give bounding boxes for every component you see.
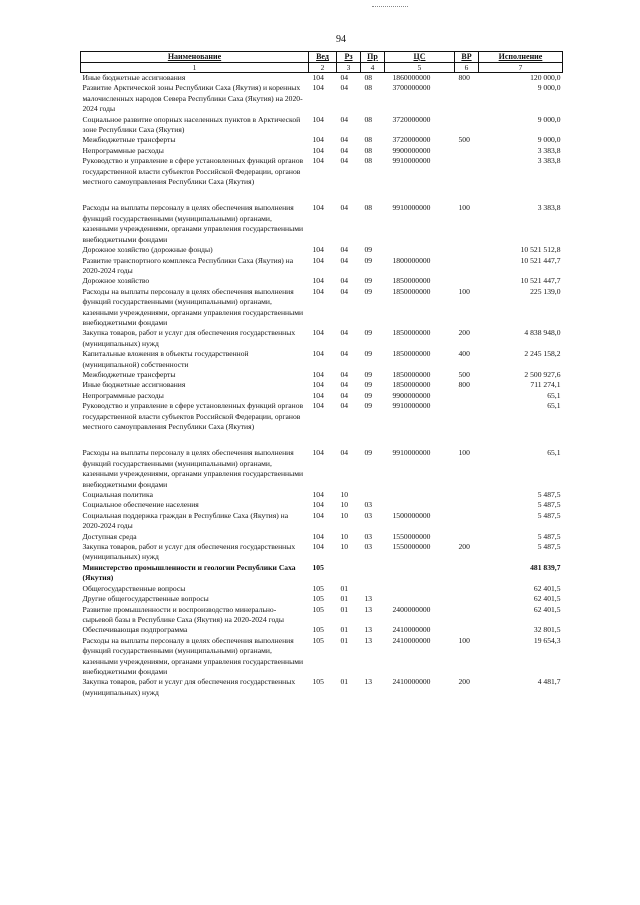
- row-ved: 104: [312, 156, 324, 166]
- row-ved: 104: [312, 390, 324, 400]
- row-name: Социальная поддержка граждан в Республике Саха (Якутия) на 2020-2024 годы: [82, 510, 289, 531]
- row-name: Межбюджетные трансферты: [82, 135, 176, 145]
- header-vr: ВР: [455, 52, 479, 63]
- row-sum: 32 801,5: [533, 625, 561, 635]
- row-sum: 62 401,5: [533, 583, 561, 593]
- row-sum: 5 487,5: [537, 542, 561, 552]
- row-name: Расходы на выплаты персоналу в целях обеспечения выполнения функций государственными (муниципальными) органами, казенными учреждениями, органами управления государственными внебюджетными фондами: [82, 286, 304, 327]
- table-row: [81, 380, 563, 390]
- row-cs: 1850000000: [392, 328, 431, 338]
- row-cs: 1800000000: [392, 255, 431, 265]
- row-name: Руководство и управление в сфере установленных функций органов государственной власти субъектов Российской Федерации, органов местного самоуправления Республики Саха (Якутия): [82, 401, 304, 431]
- row-vr: 800: [458, 73, 470, 82]
- row-rz: 04: [340, 349, 349, 359]
- row-sum: 9 000,0: [537, 83, 561, 93]
- row-cs: 2410000000: [392, 677, 431, 687]
- row-ved: 104: [312, 490, 324, 500]
- scan-mark: [372, 6, 408, 9]
- row-vr: 200: [458, 677, 470, 687]
- row-ved: 104: [312, 203, 324, 213]
- row-rz: 04: [340, 380, 349, 390]
- row-vr: [455, 146, 479, 156]
- header-rz: Рз: [337, 52, 361, 63]
- row-vr: 500: [458, 135, 470, 145]
- row-sum: 5 487,5: [537, 500, 561, 510]
- row-rz: 04: [340, 145, 349, 155]
- table-row: [81, 490, 563, 500]
- table-row: [81, 73, 563, 84]
- header-cs: ЦС: [385, 52, 455, 63]
- row-vr: 800: [458, 380, 470, 390]
- row-cs: [385, 245, 455, 255]
- column-number: 4: [361, 63, 385, 73]
- row-name: Иные бюджетные ассигнования: [82, 380, 186, 390]
- row-sum: 481 839,7: [530, 562, 561, 572]
- row-ved: 104: [312, 255, 324, 265]
- row-cs: 1850000000: [392, 349, 431, 359]
- row-name: Развитие Арктической зоны Республики Саха (Якутия) и коренных малочисленных народов Севера Республики Саха (Якутия) на 2020-2024 годы: [82, 83, 303, 114]
- row-pr: 09: [364, 380, 373, 390]
- row-pr: [361, 490, 385, 500]
- row-cs: 1860000000: [392, 73, 431, 82]
- table-row: [81, 532, 563, 542]
- row-cs: 9910000000: [392, 448, 431, 458]
- row-ved: 104: [312, 245, 324, 255]
- row-name: Дорожное хозяйство (дорожные фонды): [82, 245, 213, 255]
- row-name: Непрограммные расходы: [82, 145, 164, 155]
- row-rz: 04: [340, 156, 349, 166]
- row-cs: 1550000000: [392, 531, 431, 541]
- row-ved: 104: [312, 276, 324, 286]
- row-pr: [361, 563, 385, 584]
- row-pr: 13: [364, 594, 373, 604]
- row-rz: 10: [340, 490, 349, 500]
- row-name: Межбюджетные трансферты: [82, 369, 176, 379]
- table-row: [81, 187, 563, 245]
- row-name: Социальная политика: [82, 490, 153, 500]
- row-cs: 1850000000: [392, 380, 431, 390]
- row-rz: 10: [340, 510, 349, 520]
- row-vr: 200: [458, 542, 470, 552]
- row-ved: 105: [312, 625, 324, 635]
- row-sum: 62 401,5: [533, 604, 561, 614]
- table-row: [81, 432, 563, 490]
- row-name: Капитальные вложения в объекты государственной (муниципальной) собственности: [82, 349, 249, 369]
- row-cs: 3720000000: [392, 135, 431, 145]
- table-header-row: [81, 52, 563, 63]
- table-row: [81, 287, 563, 329]
- column-number: 6: [455, 63, 479, 73]
- row-cs: 3700000000: [392, 83, 431, 93]
- row-ved: 104: [312, 401, 324, 411]
- row-rz: 01: [340, 677, 349, 687]
- column-number: 7: [479, 63, 563, 73]
- row-name: Закупка товаров, работ и услуг для обеспечения государственных (муниципальных) нужд: [82, 542, 296, 562]
- row-cs: 9900000000: [392, 390, 431, 400]
- row-pr: 09: [364, 401, 373, 411]
- row-rz: 04: [340, 276, 349, 286]
- row-sum: 4 481,7: [537, 677, 561, 687]
- row-vr: 100: [458, 286, 470, 296]
- row-pr: 08: [364, 73, 373, 82]
- column-number-row: [81, 63, 563, 73]
- row-name: Обеспечивающая подпрограмма: [82, 625, 188, 635]
- row-ved: 104: [312, 328, 324, 338]
- row-rz: 01: [340, 625, 349, 635]
- row-pr: 09: [364, 328, 373, 338]
- row-vr: [455, 500, 479, 510]
- table-row: [81, 156, 563, 187]
- row-rz: 01: [340, 594, 349, 604]
- row-ved: 104: [312, 286, 324, 296]
- row-name: Расходы на выплаты персоналу в целях обеспечения выполнения функций государственными (муниципальными) органами, казенными учреждениями, органами управления государственными внебюджетными фондами: [82, 203, 304, 244]
- row-vr: [455, 532, 479, 542]
- row-sum: 5 487,5: [537, 490, 561, 500]
- table-row: [81, 115, 563, 136]
- row-sum: 65,1: [547, 390, 561, 400]
- row-ved: 104: [312, 510, 324, 520]
- row-ved: 105: [312, 635, 324, 645]
- table-body: [81, 73, 563, 699]
- row-ved: 104: [312, 448, 324, 458]
- table-row: [81, 605, 563, 626]
- row-cs: [385, 563, 455, 584]
- row-vr: 200: [458, 328, 470, 338]
- row-pr: [361, 584, 385, 594]
- table-row: [81, 349, 563, 370]
- table-row: [81, 370, 563, 380]
- row-cs: 9910000000: [392, 203, 431, 213]
- row-name: Закупка товаров, работ и услуг для обеспечения государственных (муниципальных) нужд: [82, 677, 296, 697]
- row-vr: [455, 391, 479, 401]
- table-row: [81, 256, 563, 277]
- row-rz: 04: [340, 73, 349, 82]
- row-cs: [385, 594, 455, 604]
- row-vr: [455, 594, 479, 604]
- row-pr: 09: [364, 349, 373, 359]
- row-ved: 105: [312, 594, 324, 604]
- row-rz: 04: [340, 245, 349, 255]
- row-sum: 2 245 158,2: [524, 349, 561, 359]
- row-vr: [455, 625, 479, 635]
- row-vr: [455, 83, 479, 114]
- row-sum: 5 487,5: [537, 531, 561, 541]
- row-pr: 09: [364, 286, 373, 296]
- row-cs: 2410000000: [392, 625, 431, 635]
- row-sum: 3 383,8: [537, 145, 561, 155]
- row-name: Закупка товаров, работ и услуг для обеспечения государственных (муниципальных) нужд: [82, 328, 296, 348]
- row-rz: 01: [340, 583, 349, 593]
- table-row: [81, 625, 563, 635]
- budget-execution-table: [80, 51, 563, 698]
- row-sum: 225 139,0: [530, 286, 561, 296]
- row-pr: 08: [364, 156, 373, 166]
- column-number: 2: [309, 63, 337, 73]
- row-vr: [455, 276, 479, 286]
- row-name: Непрограммные расходы: [82, 390, 164, 400]
- row-name: Доступная среда: [82, 531, 137, 541]
- row-ved: 104: [312, 135, 324, 145]
- row-rz: 10: [340, 542, 349, 552]
- row-name: Социальное развитие опорных населенных пунктов в Арктической зоне Республики Саха (Якутия): [82, 114, 301, 135]
- row-pr: 08: [364, 114, 373, 124]
- table-row: [81, 135, 563, 145]
- row-pr: 09: [364, 255, 373, 265]
- row-name: Расходы на выплаты персоналу в целях обеспечения выполнения функций государственными (муниципальными) органами, казенными учреждениями, органами управления государственными внебюджетными фондами: [82, 448, 304, 489]
- row-sum: 10 521 512,8: [520, 245, 561, 255]
- row-rz: 01: [340, 604, 349, 614]
- row-pr: 13: [364, 635, 373, 645]
- row-pr: 03: [364, 510, 373, 520]
- row-sum: 2 500 927,6: [524, 369, 561, 379]
- row-pr: 03: [364, 531, 373, 541]
- row-rz: 04: [340, 135, 349, 145]
- table-row: [81, 584, 563, 594]
- row-sum: 62 401,5: [533, 594, 561, 604]
- row-cs: 1850000000: [392, 276, 431, 286]
- row-rz: 04: [340, 401, 349, 411]
- header-name: Наименование: [81, 52, 309, 63]
- row-ved: 105: [312, 604, 324, 614]
- row-cs: 9910000000: [392, 156, 431, 166]
- row-pr: 09: [364, 245, 373, 255]
- table-row: [81, 563, 563, 584]
- row-name: Другие общегосударственные вопросы: [82, 594, 209, 604]
- row-pr: 09: [364, 390, 373, 400]
- row-sum: 9 000,0: [537, 114, 561, 124]
- row-sum: 10 521 447,7: [520, 276, 561, 286]
- row-ved: 104: [312, 145, 324, 155]
- row-sum: 65,1: [547, 448, 561, 458]
- row-rz: 04: [340, 328, 349, 338]
- row-name: Министерство промышленности и геологии Республики Саха (Якутия): [82, 562, 296, 583]
- header-pr: Пр: [361, 52, 385, 63]
- row-ved: 104: [312, 380, 324, 390]
- column-number: 5: [385, 63, 455, 73]
- row-pr: 08: [364, 83, 373, 93]
- row-rz: 01: [340, 635, 349, 645]
- table-row: [81, 500, 563, 510]
- column-number: 1: [81, 63, 309, 73]
- row-cs: [385, 490, 455, 500]
- page-number: 94: [336, 34, 346, 45]
- row-pr: 08: [364, 135, 373, 145]
- row-cs: [385, 500, 455, 510]
- row-pr: 08: [364, 145, 373, 155]
- row-vr: [455, 256, 479, 277]
- row-pr: 08: [364, 203, 373, 213]
- row-sum: 711 274,1: [530, 380, 561, 390]
- row-sum: 65,1: [547, 401, 561, 411]
- row-pr: 09: [364, 276, 373, 286]
- row-sum: 19 654,3: [533, 635, 561, 645]
- row-cs: 3720000000: [392, 114, 431, 124]
- row-cs: 1550000000: [392, 542, 431, 552]
- column-number: 3: [337, 63, 361, 73]
- row-ved: 105: [312, 677, 324, 687]
- table-row: [81, 401, 563, 432]
- row-vr: [455, 115, 479, 136]
- row-rz: 04: [340, 390, 349, 400]
- header-sum: Исполнение: [479, 52, 563, 63]
- row-cs: 2410000000: [392, 635, 431, 645]
- row-name: Социальное обеспечение населения: [82, 500, 199, 510]
- row-vr: [455, 563, 479, 584]
- row-vr: [455, 605, 479, 626]
- row-name: Руководство и управление в сфере установленных функций органов государственной власти субъектов Российской Федерации, органов местного самоуправления Республики Саха (Якутия): [82, 156, 304, 187]
- row-name: Общегосударственные вопросы: [82, 583, 186, 593]
- row-rz: 04: [340, 203, 349, 213]
- row-name: Дорожное хозяйство: [82, 276, 150, 286]
- row-name: Иные бюджетные ассигнования: [82, 73, 186, 82]
- table-row: [81, 83, 563, 114]
- row-vr: [455, 401, 479, 432]
- row-vr: [455, 584, 479, 594]
- row-rz: 04: [340, 83, 349, 93]
- table-row: [81, 328, 563, 349]
- row-vr: [455, 245, 479, 255]
- row-sum: 9 000,0: [537, 135, 561, 145]
- row-rz: 04: [340, 114, 349, 124]
- row-name: Расходы на выплаты персоналу в целях обеспечения выполнения функций государственными (муниципальными) органами, казенными учреждениями, органами управления государственными внебюджетными фондами: [82, 635, 304, 676]
- row-sum: 3 383,8: [537, 203, 561, 213]
- row-sum: 4 838 948,0: [524, 328, 561, 338]
- row-rz: 04: [340, 369, 349, 379]
- row-pr: 13: [364, 677, 373, 687]
- row-ved: 104: [312, 349, 324, 359]
- header-ved: Вед: [309, 52, 337, 63]
- row-ved: 104: [312, 114, 324, 124]
- row-vr: [455, 490, 479, 500]
- row-vr: 400: [458, 349, 470, 359]
- row-rz: 04: [340, 255, 349, 265]
- row-cs: 2400000000: [392, 604, 431, 614]
- row-ved: 104: [312, 500, 324, 510]
- row-vr: 100: [458, 448, 470, 458]
- row-ved: 105: [312, 562, 324, 572]
- row-ved: 105: [312, 583, 324, 593]
- row-rz: 10: [340, 500, 349, 510]
- row-rz: 10: [340, 531, 349, 541]
- row-ved: 104: [312, 369, 324, 379]
- row-pr: 13: [364, 604, 373, 614]
- row-pr: 09: [364, 448, 373, 458]
- table-row: [81, 146, 563, 156]
- table-row: [81, 594, 563, 604]
- row-pr: 13: [364, 625, 373, 635]
- row-pr: 09: [364, 369, 373, 379]
- row-vr: [455, 511, 479, 532]
- row-rz: [337, 563, 361, 584]
- row-sum: 10 521 447,7: [520, 255, 561, 265]
- row-ved: 104: [312, 83, 324, 93]
- row-vr: [455, 156, 479, 187]
- row-rz: 04: [340, 448, 349, 458]
- row-cs: 1500000000: [392, 510, 431, 520]
- table-row: [81, 276, 563, 286]
- row-ved: 104: [312, 73, 324, 82]
- row-rz: 04: [340, 286, 349, 296]
- row-ved: 104: [312, 531, 324, 541]
- row-sum: 3 383,8: [537, 156, 561, 166]
- table-row: [81, 391, 563, 401]
- row-sum: 5 487,5: [537, 510, 561, 520]
- row-cs: 1850000000: [392, 369, 431, 379]
- row-pr: 03: [364, 542, 373, 552]
- row-pr: 03: [364, 500, 373, 510]
- row-vr: 500: [458, 369, 470, 379]
- row-cs: 9900000000: [392, 145, 431, 155]
- row-cs: 1850000000: [392, 286, 431, 296]
- table-row: [81, 636, 563, 678]
- table-row: [81, 245, 563, 255]
- row-cs: [385, 584, 455, 594]
- row-name: Развитие транспортного комплекса Республики Саха (Якутия) на 2020-2024 годы: [82, 255, 294, 275]
- row-vr: 100: [458, 635, 470, 645]
- table-row: [81, 542, 563, 563]
- row-ved: 104: [312, 542, 324, 552]
- row-name: Развитие промышленности и воспроизводство минерально-сырьевой базы в Республике Саха (Якутия) на 2020-2024 годы: [82, 604, 285, 624]
- table-row: [81, 511, 563, 532]
- row-cs: 9910000000: [392, 401, 431, 411]
- row-vr: 100: [458, 203, 470, 213]
- row-sum: 120 000,0: [530, 73, 561, 82]
- table-row: [81, 677, 563, 698]
